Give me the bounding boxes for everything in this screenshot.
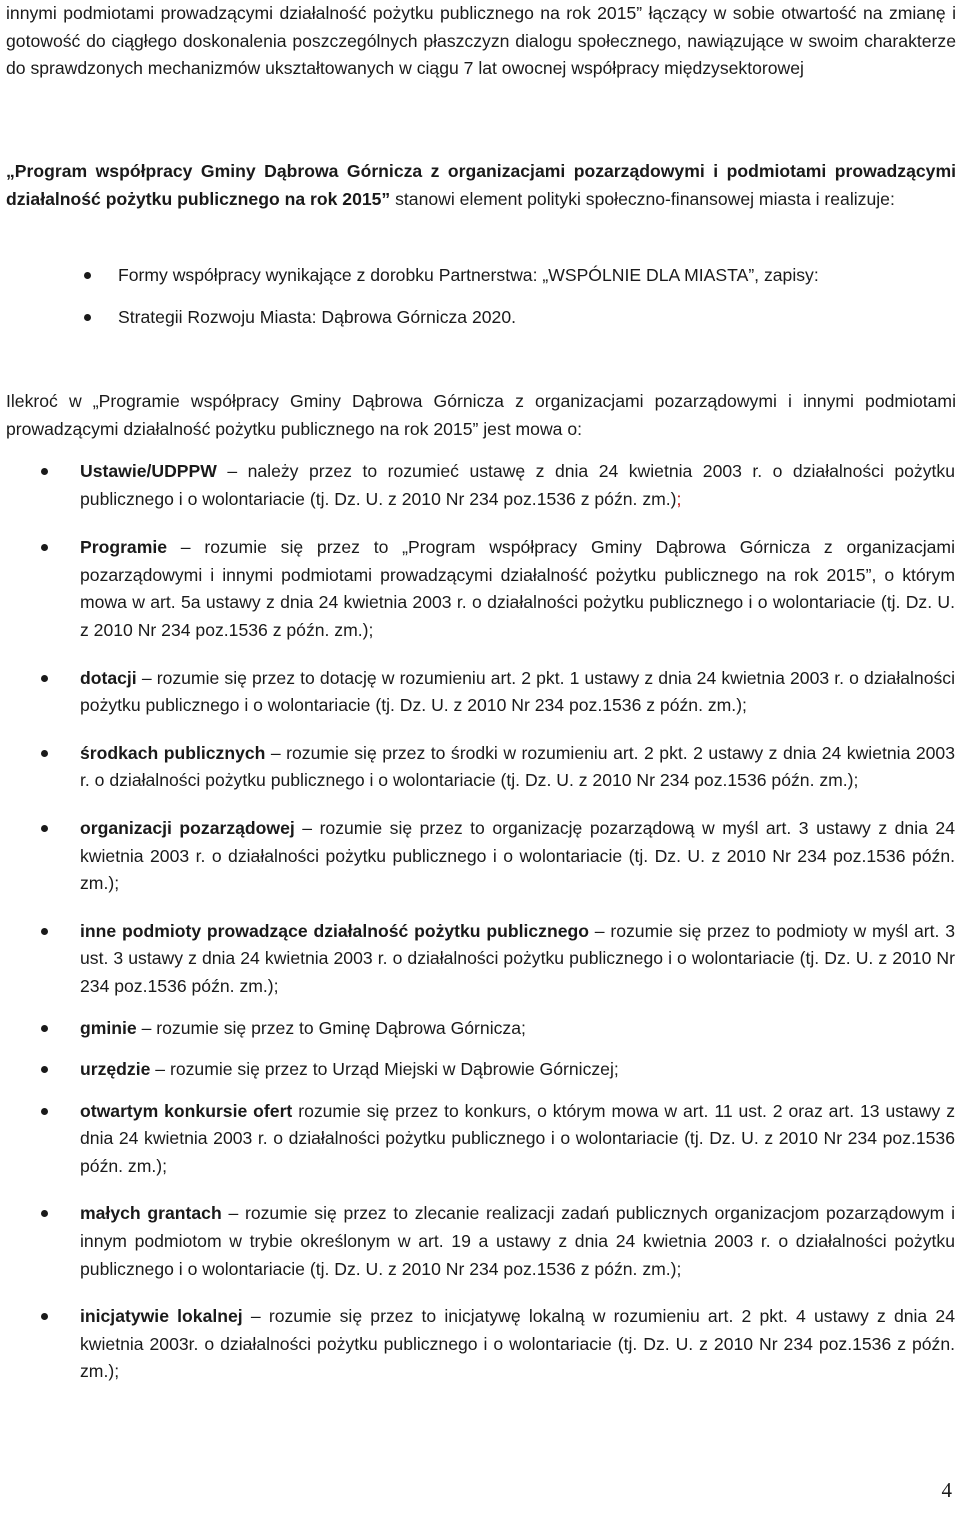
definition-item: [80, 1015, 955, 1043]
definition-tail: ;: [676, 488, 682, 509]
definition-item: [80, 1303, 955, 1386]
definition-term: Programie: [80, 537, 168, 558]
definition-item: [80, 1200, 955, 1283]
definition-term: inne podmioty prowadzące działalność pożytku publicznego: [80, 920, 589, 941]
intro-paragraph: innymi podmiotami prowadzącymi działalność pożytku publicznego na rok 2015” łączący w sobie otwartość na zmianę i gotowość do ciągłego doskonalenia poszczególnych płaszczyzn dialogu społecznego, nawiązujące w swoim charakterze do sprawdzonych mechanizmów ukształtowanych w ciągu 7 lat owocnej współpracy międzysektorowej: [6, 3, 956, 79]
forms-list: [118, 262, 938, 331]
definition-text: – rozumie się przez to Urząd Miejski w Dąbrowie Górniczej;: [150, 1059, 619, 1080]
definition-term: otwartym konkursie ofert: [80, 1100, 293, 1121]
definition-text: – rozumie się przez to środki w rozumieniu art. 2 pkt. 2 ustawy z dnia 24 kwietnia 2003 r. o działalności pożytku publicznego i o wolontariacie (tj. Dz. U. z 2010 Nr 234 poz.1536 późn. zm.);: [80, 742, 955, 791]
definition-text: – rozumie się przez to organizację pozarządową w myśl art. 3 ustawy z dnia 24 kwietnia 2003 r. o działalności pożytku publicznego i o wolontariacie (tj. Dz. U. z 2010 Nr 234 poz.1536 późn. zm.);: [80, 817, 955, 894]
ilekroc-paragraph: Ilekroć w „Programie współpracy Gminy Dąbrowa Górnicza z organizacjami pozarządowymi i innymi podmiotami prowadzącymi działalność pożytku publicznego na rok 2015” jest mowa o:: [6, 391, 956, 439]
definitions-list: [80, 458, 955, 1386]
list-item: Formy współpracy wynikające z dorobku Partnerstwa: „WSPÓLNIE DLA MIASTA”, zapisy:: [118, 262, 938, 290]
definition-item: [80, 1098, 955, 1181]
definition-term: Ustawie/UDPPW: [80, 461, 217, 481]
definition-text: – rozumie się przez to zlecanie realizacji zadań publicznych organizacjom pozarządowym i innym podmiotom w trybie określonym w art. 19 a ustawy z dnia 24 kwietnia 2003 r. o działalności pożytku publicznego i o wolontariacie (tj. Dz. U. z 2010 Nr 234 poz.1536 z późn. zm.);: [80, 1203, 955, 1279]
definition-item: [80, 458, 955, 513]
page-number: 4: [941, 1478, 952, 1502]
list-item: Strategii Rozwoju Miasta: Dąbrowa Górnicza 2020.: [118, 304, 938, 332]
definition-item: [80, 534, 955, 644]
definition-text: – rozumie się przez to „Program współpracy Gminy Dąbrowa Górnicza z organizacjami pozarządowymi i innymi podmiotami prowadzącymi działalność pożytku publicznego na rok 2015”, o którym mowa w art. 5a ustawy z dnia 24 kwietnia 2003 r. o działalności pożytku publicznego i o wolontariacie (tj. Dz. U. z 2010 Nr 234 poz.1536 z późn. zm.);: [80, 537, 955, 640]
definition-term: gminie: [80, 1017, 137, 1038]
definition-term: małych grantach: [80, 1203, 222, 1224]
definition-term: inicjatywie lokalnej: [80, 1306, 243, 1327]
program-rest: stanowi element polityki społeczno-finansowej miasta i realizuje:: [390, 188, 895, 209]
definition-item: [80, 1056, 955, 1084]
definition-item: [80, 918, 955, 1001]
definition-text: – należy przez to rozumieć ustawę z dnia 24 kwietnia 2003 r. o działalności pożytku publicznego i o wolontariacie (tj. Dz. U. z 2010 Nr 234 poz.1536 z późn. zm.): [80, 461, 955, 509]
definition-item: [80, 815, 955, 898]
program-title: „Program współpracy Gminy Dąbrowa Górnicza z organizacjami pozarządowymi i podmiotami prowadzącymi działalność pożytku publicznego na rok 2015”: [6, 161, 956, 209]
definition-term: urzędzie: [80, 1059, 151, 1080]
definition-text: – rozumie się przez to inicjatywę lokalną w rozumieniu art. 2 pkt. 4 ustawy z dnia 24 kwietnia 2003r. o działalności pożytku publicznego i o wolontariacie (tj. Dz. U. z 2010 Nr 234 poz.1536 z późn. zm.);: [80, 1306, 955, 1382]
program-paragraph: [6, 158, 956, 213]
definition-text: rozumie się przez to konkurs, o którym mowa w art. 11 ust. 2 oraz art. 13 ustawy z dnia 24 kwietnia 2003 r. o działalności pożytku publicznego i o wolontariacie (tj. Dz. U. z 2010 Nr 234 poz.1536 późn. zm.);: [80, 1100, 955, 1176]
definition-item: [80, 665, 955, 720]
definition-text: – rozumie się przez to Gminę Dąbrowa Górnicza;: [136, 1017, 526, 1038]
definition-text: – rozumie się przez to podmioty w myśl art. 3 ust. 3 ustawy z dnia 24 kwietnia 2003 r. o działalności pożytku publicznego i o wolontariacie (tj. Dz. U. z 2010 Nr 234 poz.1536 późn. zm.);: [80, 920, 955, 996]
definition-item: [80, 740, 955, 795]
definition-term: dotacji: [80, 667, 137, 688]
definition-term: organizacji pozarządowej: [80, 817, 295, 838]
definition-text: – rozumie się przez to dotację w rozumieniu art. 2 pkt. 1 ustawy z dnia 24 kwietnia 2003 r. o działalności pożytku publicznego i o wolontariacie (tj. Dz. U. z 2010 Nr 234 poz.1536 z późn. zm.);: [80, 667, 955, 716]
definition-term: środkach publicznych: [80, 742, 266, 763]
